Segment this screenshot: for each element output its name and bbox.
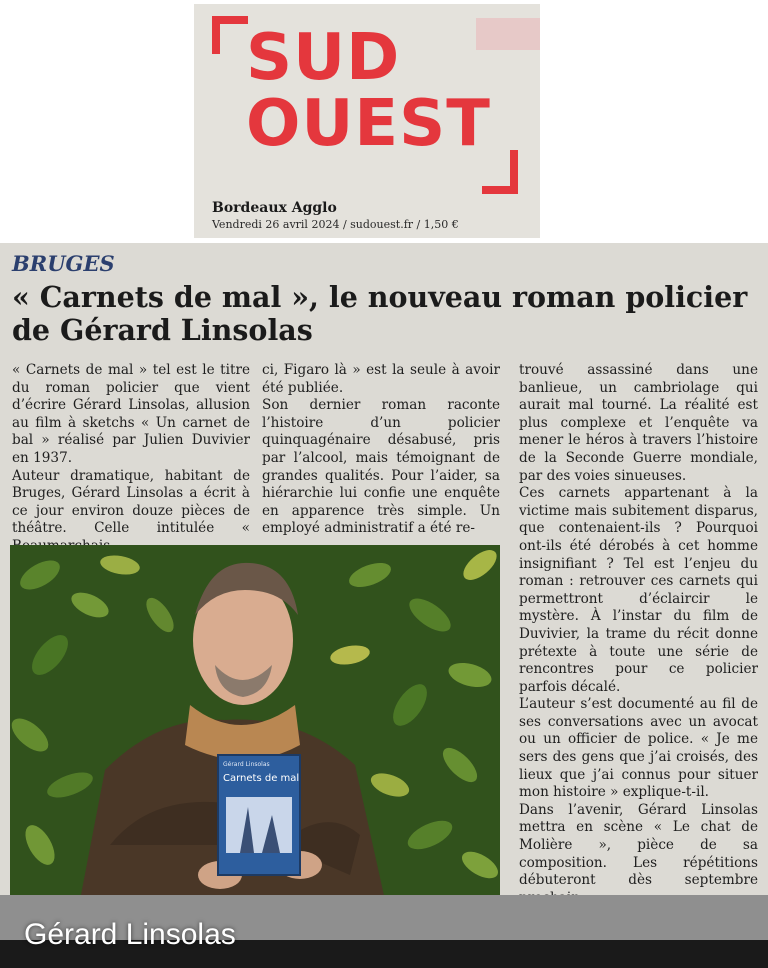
paragraph: Auteur dramatique, habitant de Bruges, Gérard Linsolas a écrit à ce jour environ douze pièces de théâtre. Celle intitulée « — [12, 467, 250, 537]
paragraph: « Carnets de mal » tel est le titre du roman policier que vient d’écrire Gérard Linsolas, allusion au film à sketchs « Un carnet de bal » réalisé par Julien Duvivier en 1937. — [12, 362, 250, 466]
logo-word-ouest: OUEST — [246, 87, 491, 161]
paragraph: Ces carnets appartenant à la victime mais subitement disparus, que contenaient-ils ? Pourquoi ont-ils été dérobés à cet homme insignifiant ? Tel est l’enjeu du roman : retrouver ces carnets qui permettront d’éclaircir le mystère. À l’instar du film de Duvivier, la trame du récit donne prétexte à toute une série de rencontres pour ce policier parfois décalé. — [519, 485, 758, 695]
paragraph: trouvé assassiné dans une banlieue, un cambriolage qui aurait mal tourné. La réalité est plus complexe et l’enquête va mener le héros à travers l’histoire de la Seconde Guerre mondiale, par des voies sinueuses. — [519, 362, 758, 484]
paragraph: Dans l’avenir, Gérard Linsolas mettra en scène « Le chat de Molière », pièce de sa composition. Les répétitions débuteront dès septembre — [519, 801, 758, 889]
text-column-3 — [519, 362, 758, 962]
edition-name: Bordeaux Agglo — [212, 200, 337, 216]
book-cover-author: Gérard Linsolas — [223, 761, 270, 768]
logo-word-sud: SUD — [246, 21, 401, 95]
paragraph: ci, Figaro là » est la seule à avoir été publiée. — [262, 362, 500, 396]
logo-bracket-bottom-right — [482, 150, 518, 194]
masthead-clipping — [194, 4, 540, 238]
logo-bracket-top-left — [212, 16, 248, 54]
paragraph: Son dernier roman raconte l’histoire d’un policier quinquagénaire désabusé, pris par l’alcool, mais témoignant de grandes qualités. Pour l’aider, sa hiérarchie lui confie une enquête en apparence très simple. Un employé administratif a été re- — [262, 397, 500, 537]
kicker-location: BRUGES — [12, 251, 115, 276]
red-tag-fragment — [476, 18, 540, 50]
author-photo — [10, 545, 500, 900]
paragraph: L’auteur s’est documenté au fil de ses conversations avec un avocat ou un officier de police. « Je me sers des gens que j’ai croisés, des lieux que j’ai connus pour situer mon histoire » explique-t-il. — [519, 696, 758, 801]
article-clipping — [0, 243, 768, 940]
overlay-title: Gérard Linsolas — [24, 918, 236, 951]
book-cover-title: Carnets de mal — [223, 773, 300, 784]
text-column-2 — [262, 362, 500, 538]
article-headline: « Carnets de mal », le nouveau roman policier de Gérard Linsolas — [12, 280, 748, 347]
book-cover — [218, 755, 300, 875]
dateline: Vendredi 26 avril 2024 / sudouest.fr / 1,50 € — [212, 218, 459, 231]
text-column-1 — [12, 362, 250, 556]
